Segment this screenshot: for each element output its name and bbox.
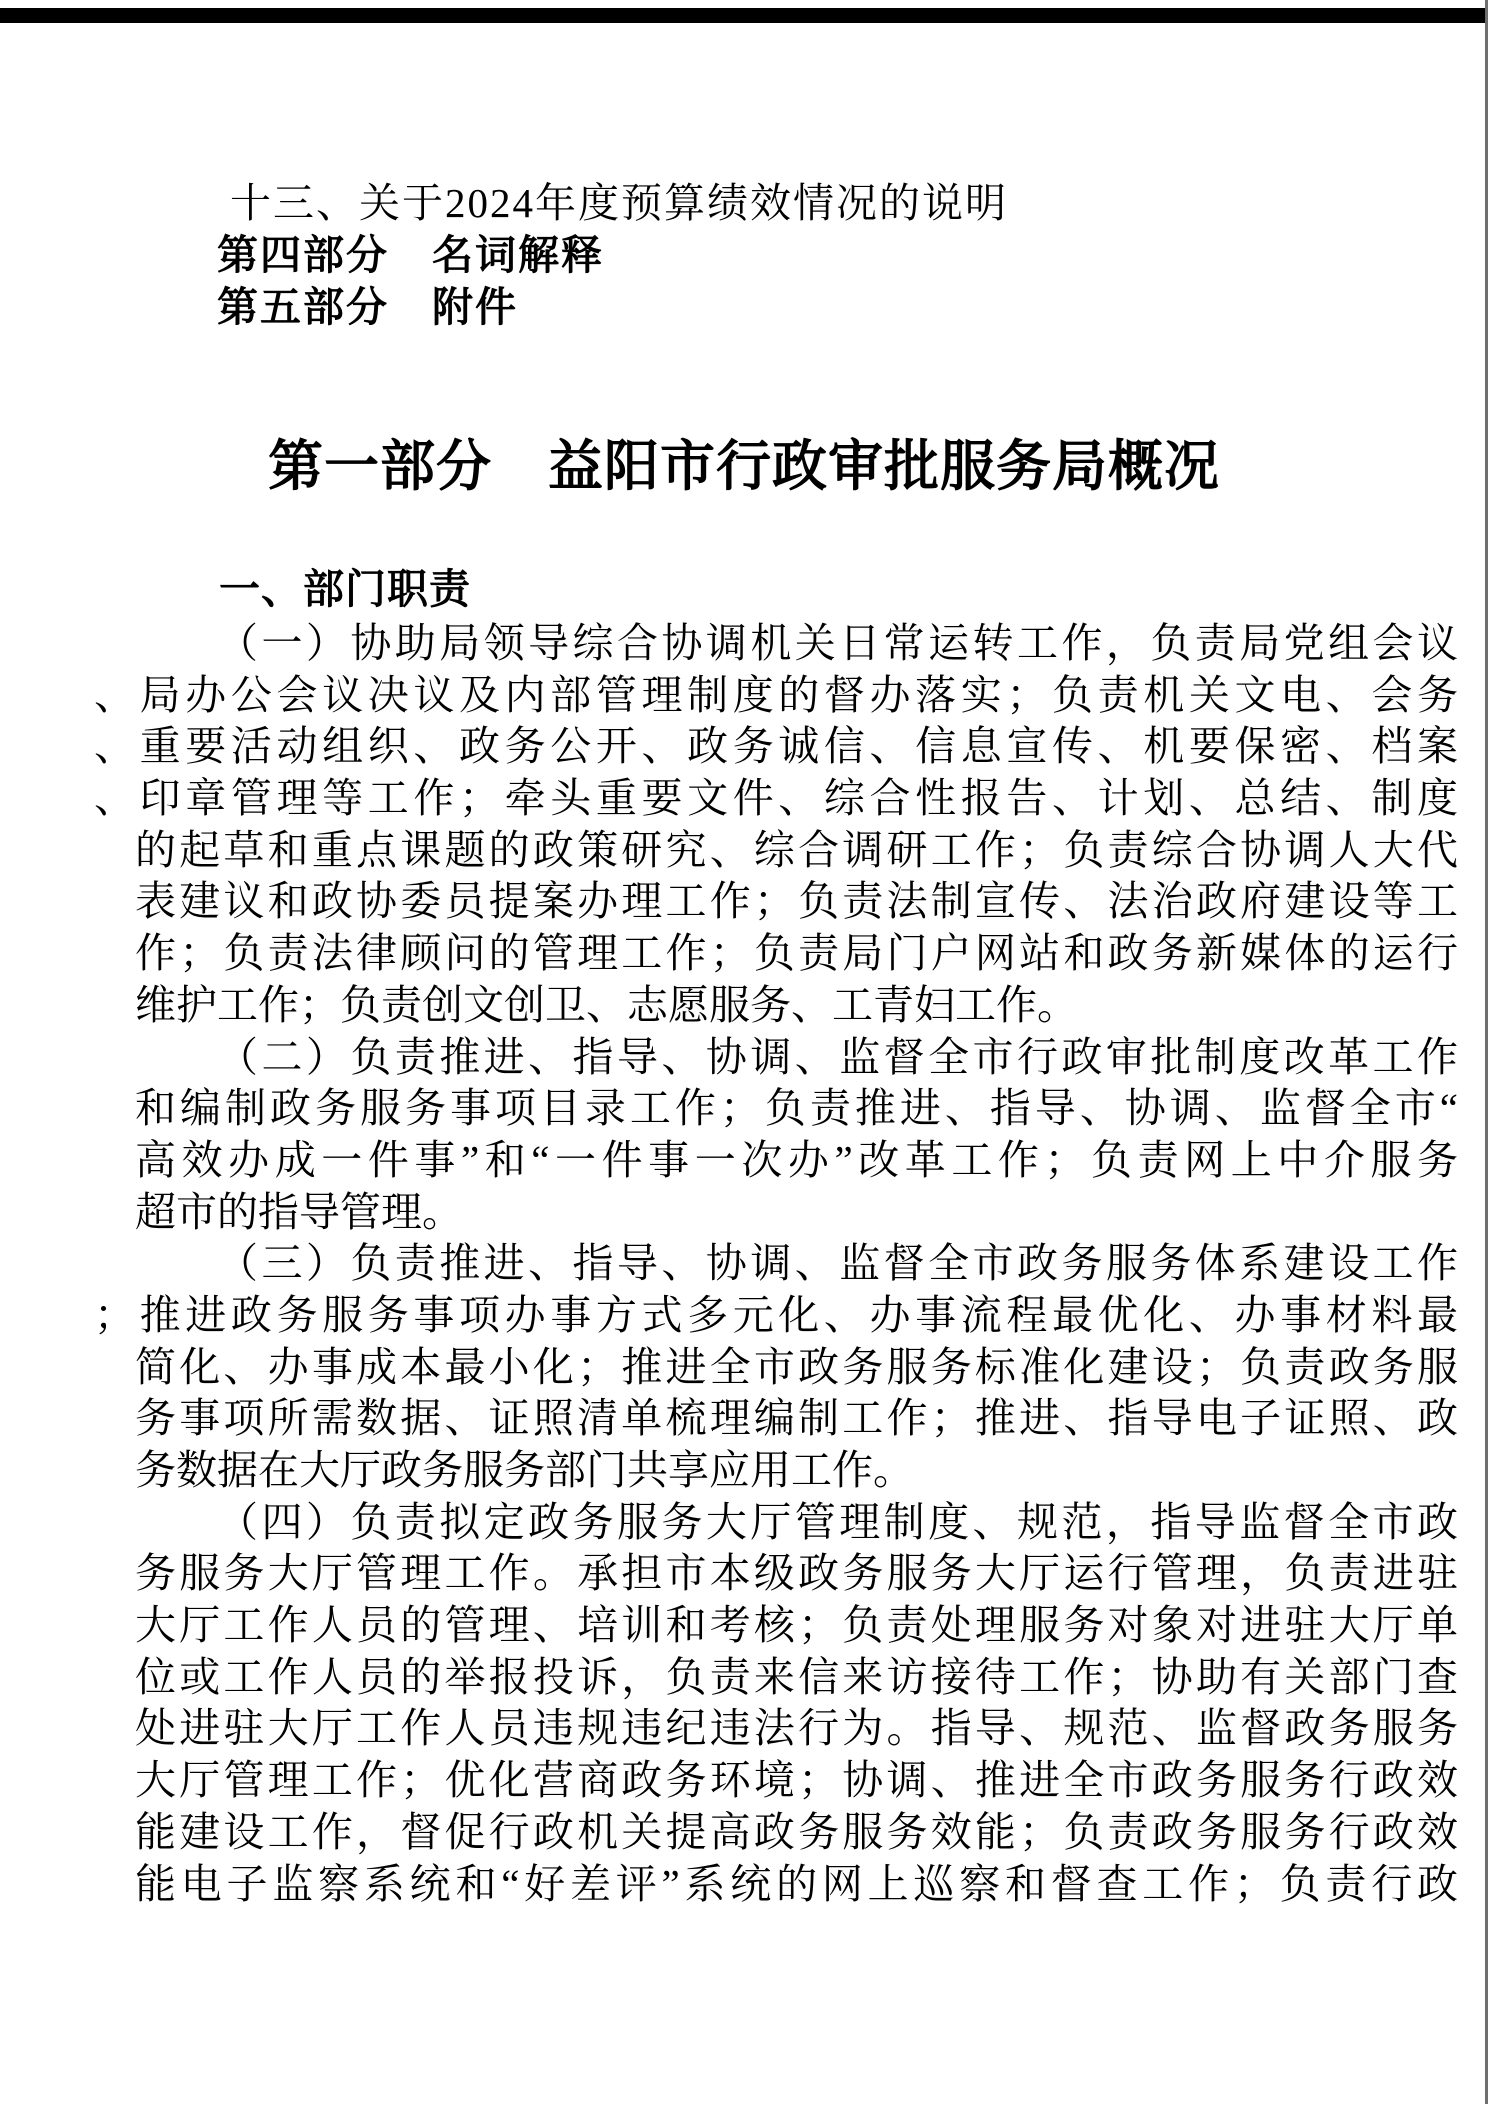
body-line: 务事项所需数据、证照清单梳理编制工作；推进、指导电子证照、政 (135, 1395, 1458, 1442)
body-line: 务服务大厅管理工作。承担市本级政务服务大厅运行管理，负责进驻 (135, 1550, 1458, 1597)
section-heading-duties: 一、部门职责 (219, 566, 471, 612)
body-line: 超市的指导管理。 (135, 1188, 463, 1235)
body-line: 高效办成一件事”和“一件事一次办”改革工作；负责网上中介服务 (135, 1136, 1458, 1183)
body-line: 能电子监察系统和“好差评”系统的网上巡察和督查工作；负责行政 (135, 1860, 1458, 1907)
body-line: 作；负责法律顾问的管理工作；负责局门户网站和政务新媒体的运行 (135, 930, 1458, 977)
body-line: 、重要活动组织、政务公开、政务诚信、信息宣传、机要保密、档案 (94, 723, 1458, 770)
toc-part-five: 第五部分 附件 (217, 284, 518, 330)
body-line: 大厅管理工作；优化营商政务环境；协调、推进全市政务服务行政效 (135, 1757, 1458, 1804)
body-line: （四）负责拟定政务服务大厅管理制度、规范，指导监督全市政 (217, 1498, 1458, 1545)
body-line: 简化、办事成本最小化；推进全市政务服务标准化建设；负责政务服 (135, 1343, 1458, 1390)
body-line: 能建设工作，督促行政机关提高政务服务效能；负责政务服务行政效 (135, 1808, 1458, 1855)
body-line: ；推进政务服务事项办事方式多元化、办事流程最优化、办事材料最 (94, 1291, 1458, 1338)
scan-top-edge-bar (0, 8, 1488, 23)
body-line: 和编制政务服务事项目录工作；负责推进、指导、协调、监督全市“ (135, 1085, 1458, 1132)
body-line: （一）协助局领导综合协调机关日常运转工作，负责局党组会议 (217, 620, 1458, 666)
body-line: 的起草和重点课题的政策研究、综合调研工作；负责综合协调人大代 (135, 826, 1458, 873)
body-line: 处进驻大厅工作人员违规违纪违法行为。指导、规范、监督政务服务 (135, 1705, 1458, 1752)
body-line: （二）负责推进、指导、协调、监督全市行政审批制度改革工作 (217, 1033, 1458, 1080)
body-line: 位或工作人员的举报投诉，负责来信来访接待工作；协助有关部门查 (135, 1653, 1458, 1700)
body-line: 、印章管理等工作；牵头重要文件、综合性报告、计划、总结、制度 (94, 775, 1458, 822)
page-title: 第一部分 益阳市行政审批服务局概况 (267, 436, 1220, 497)
toc-part-four: 第四部分 名词解释 (217, 232, 604, 278)
body-line: 大厅工作人员的管理、培训和考核；负责处理服务对象对进驻大厅单 (135, 1602, 1458, 1649)
body-line: （三）负责推进、指导、协调、监督全市政务服务体系建设工作 (217, 1240, 1458, 1287)
body-line: 维护工作；负责创文创卫、志愿服务、工青妇工作。 (135, 981, 1078, 1028)
toc-entry-13: 十三、关于2024年度预算绩效情况的说明 (230, 180, 1008, 226)
body-line: 表建议和政协委员提案办理工作；负责法制宣传、法治政府建设等工 (135, 878, 1458, 925)
body-text (94, 618, 1458, 1910)
body-line: 、局办公会议决议及内部管理制度的督办落实；负责机关文电、会务 (94, 671, 1458, 718)
body-line: 务数据在大厅政务服务部门共享应用工作。 (135, 1447, 914, 1493)
